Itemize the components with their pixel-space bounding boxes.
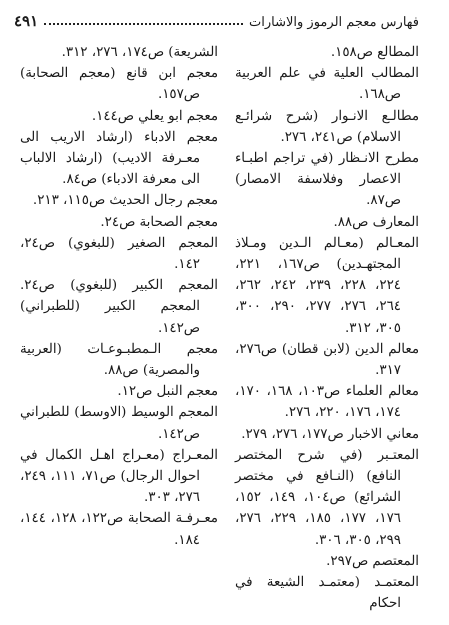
index-entry: المعتـبر (في شرح المختصر النافع) (النـافع في مختصر الشرائع) ص١٠٤، ١٤٩، ١٥٢، ١٧٦، ١٧٧، ١٨٥، ٢٢٩، ٢٧٦، ٢٩٩، ٣٠٥، ٣٠٦. xyxy=(235,447,419,548)
header-leader-dots xyxy=(44,23,243,25)
index-entry: معجم الادباء (ارشاد الاريب الى معـرفة الاديب) (ارشاد الالباب الى معرفة الادباء) ص٨٤. xyxy=(20,129,218,188)
index-column-right xyxy=(235,42,419,614)
index-entry: المعجم الصغير (للبغوي) ص٢٤، ١٤٢. xyxy=(20,235,218,273)
index-entry: المعتصم ص٢٩٧. xyxy=(326,553,419,569)
index-entry: معجم الصحابة ص٢٤. xyxy=(100,214,218,230)
index-entry: معجم النبل ص١٢. xyxy=(117,384,218,400)
index-entry: المطالع ص١٥٨. xyxy=(330,45,419,60)
header-title: فهارس معجم الرموز والاشارات xyxy=(249,15,419,30)
index-entry: المعـراج (معـراج اهـل الكمال في احوال الرجال) ص٧١، ١١١، ٢٤٩، ٢٧٦، ٣٠٣. xyxy=(20,447,218,506)
index-entry: المعارف ص٨٨. xyxy=(333,214,419,230)
index-entry: المطالب العلية في علم العربية ص١٦٨. xyxy=(235,66,419,103)
index-entry: معجم ابن قانع (معجم الصحابة) ص١٥٧. xyxy=(20,66,218,103)
index-entry: المعجم الكبير (للبغوي) ص٢٤. المعجم الكبير (للطبراني) ص١٤٢. xyxy=(20,278,218,336)
index-entry: المعجم الوسيط (الاوسط) للطبراني ص١٤٢. xyxy=(20,405,218,442)
index-entry: الشريعة) ص١٧٤، ٢٧٦، ٣١٢. xyxy=(61,45,218,60)
index-entry: مطالـع الانـوار (شرح شرائـع الاسلام) ص٢٤١، ٢٧٦. xyxy=(235,108,419,145)
index-entry: معجم ابو يعلي ص١٤٤. xyxy=(91,108,218,124)
index-entry: معالم العلماء ص١٠٣، ١٦٨، ١٧٠، ١٧٤، ١٧٦، ٢٢٠، ٢٧٦. xyxy=(235,384,419,421)
index-entry: المعـالم (معـالم الـدين ومـلاذ المجتهـدين) ص١٦٧، ٢٢١، ٢٢٤، ٢٢٨، ٢٣٩، ٢٤٢، ٢٦٢، ٢٦٤، ٢٧٦، ٢٧٧، ٢٩٠، ٣٠٠، ٣٠٥، ٣١٢. xyxy=(235,235,419,336)
index-entry: معاني الاخبار ص١٧٧، ٢٧٦، ٢٧٩. xyxy=(241,426,419,442)
index-entry: معـرفـة الصحابة ص١٢٢، ١٢٨، ١٤٤، ١٨٤. xyxy=(20,511,218,548)
index-column-left xyxy=(20,42,218,551)
index-entry: معجم رجال الحديث ص١١٥، ٢١٣. xyxy=(32,193,218,209)
page-number: ٤٩١ xyxy=(14,12,39,30)
index-entry: مطرح الانـظار (في تراجم اطبـاء الاعصار وفلاسفة الامصار) ص٨٧. xyxy=(235,151,419,209)
index-entry: معالم الدين (لابن قطان) ص٢٧٦، ٣١٧. xyxy=(235,341,419,379)
index-entry: معجم الـمطبـوعـات (العربية والمصرية) ص٨٨. xyxy=(20,341,218,379)
index-entry: المعتمـد (معتمـد الشيعة في احكام xyxy=(235,575,419,612)
page-header xyxy=(14,10,419,30)
